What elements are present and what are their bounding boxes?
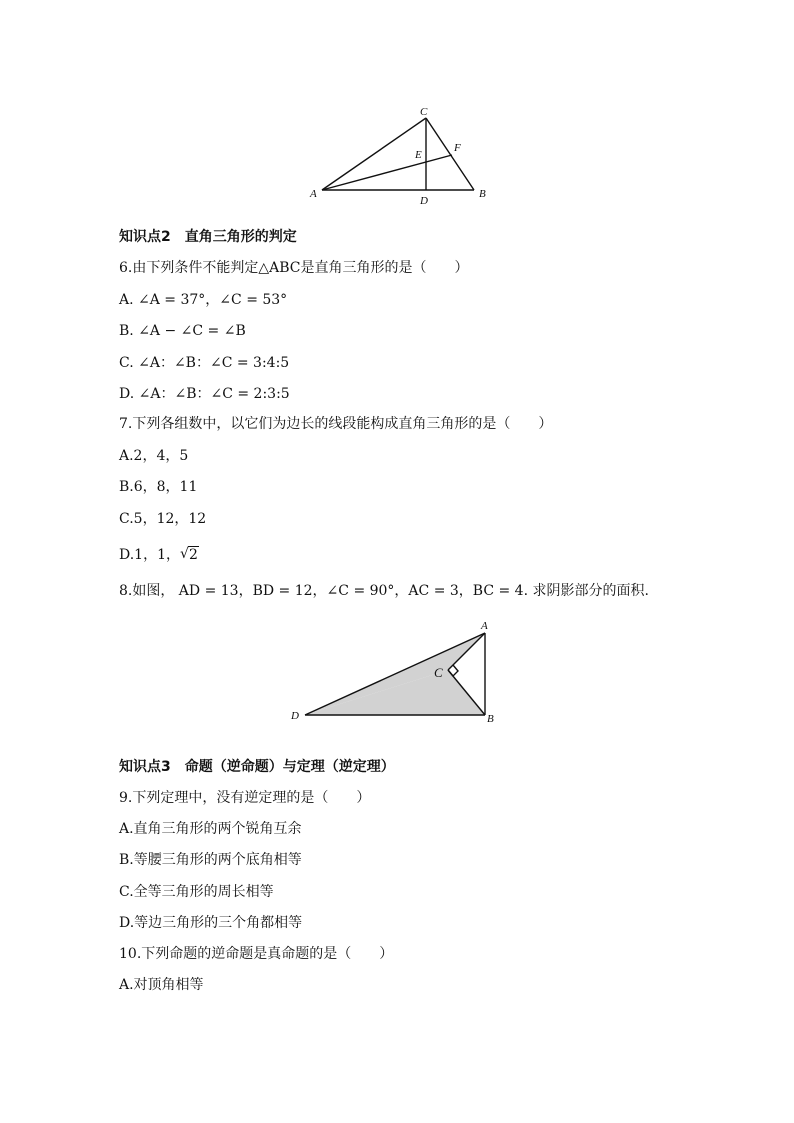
- q9-option-a: A.直角三角形的两个锐角互余: [119, 821, 302, 837]
- label-E: E: [415, 149, 422, 161]
- fig2-label-C: C: [434, 665, 443, 680]
- sqrt-expression: [180, 545, 199, 565]
- q9-option-c: C.全等三角形的周长相等: [119, 884, 274, 900]
- section2-heading: 知识点2 直角三角形的判定: [119, 229, 297, 245]
- fig2-label-D: D: [291, 710, 299, 722]
- q7-option-c: C.5，12，12: [119, 511, 207, 527]
- q7-option-d-prefix: D.1，1，: [119, 547, 180, 563]
- q8-stem: 8.如图， AD = 13，BD = 12，∠C = 90°，AC = 3，BC = 4. 求阴影部分的面积.: [119, 583, 649, 599]
- q7-option-b: B.6，8，11: [119, 479, 198, 495]
- triangle-figure-1: [300, 100, 500, 210]
- q7-option-d: [119, 545, 199, 565]
- label-C: C: [420, 106, 428, 118]
- q10-stem: 10.下列命题的逆命题是真命题的是（ ）: [119, 946, 394, 962]
- q7-stem: 7.下列各组数中，以它们为边长的线段能构成直角三角形的是（ ）: [119, 416, 553, 432]
- q6-option-d: D. ∠A：∠B：∠C = 2:3:5: [119, 386, 290, 402]
- label-F: F: [454, 142, 461, 154]
- q9-stem: 9.下列定理中，没有逆定理的是（ ）: [119, 790, 371, 806]
- q9-option-b: B.等腰三角形的两个底角相等: [119, 852, 302, 868]
- q10-option-a: A.对顶角相等: [119, 977, 204, 993]
- q6-option-a: A. ∠A = 37°，∠C = 53°: [119, 292, 288, 308]
- label-D: D: [420, 195, 428, 207]
- sqrt-sign: √: [180, 546, 189, 562]
- q6-option-c: C. ∠A：∠B：∠C = 3:4:5: [119, 355, 290, 371]
- label-A: A: [310, 188, 317, 200]
- label-B: B: [479, 188, 486, 200]
- fig2-label-A: A: [481, 620, 488, 632]
- sqrt-argument: 2: [189, 547, 198, 563]
- q9-option-d: D.等边三角形的三个角都相等: [119, 915, 303, 931]
- fig2-label-B: B: [487, 713, 494, 725]
- q6-stem: 6.由下列条件不能判定△ABC是直角三角形的是（ ）: [119, 260, 469, 276]
- shaded-triangle-figure-2: [285, 618, 505, 726]
- section3-heading: 知识点3 命题（逆命题）与定理（逆定理）: [119, 759, 395, 775]
- q7-option-a: A.2，4，5: [119, 448, 189, 464]
- q6-option-b: B. ∠A − ∠C = ∠B: [119, 323, 246, 339]
